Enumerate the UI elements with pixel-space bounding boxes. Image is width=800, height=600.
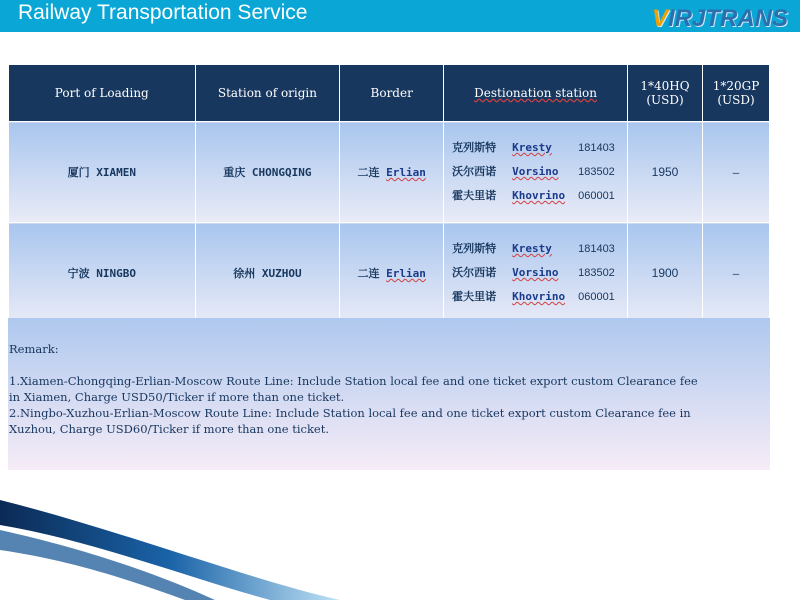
cell-origin: 重庆 CHONGQING [195,122,340,223]
header-station-of-origin: Station of origin [195,65,340,122]
remark-box [8,318,770,470]
table-row [9,223,770,324]
destination-line: 霍夫里诺 Khovrino 060001 [452,290,615,303]
cell-price-20gp: — [702,223,769,324]
destination-line: 克列斯特 Kresty 181403 [452,141,615,154]
cell-border: 二连 Erlian [340,122,444,223]
destination-line: 沃尔西诺 Vorsino 183502 [452,266,615,279]
company-logo: VIRJTRANS [651,5,788,32]
destination-line: 克列斯特 Kresty 181403 [452,242,615,255]
cell-origin: 徐州 XUZHOU [195,223,340,324]
rail-rate-table [8,64,770,324]
cell-port: 宁波 NINGBO [9,223,196,324]
cell-destinations [444,223,628,324]
remark-line: in Xiamen, Charge USD50/Ticker if more than one ticket. [9,390,345,404]
cell-destinations [444,122,628,223]
cell-price-20gp: — [702,122,769,223]
cell-price-40hq: 1900 [628,223,703,324]
page-title: Railway Transportation Service [18,1,308,24]
remark-line: 1.Xiamen-Chongqing-Erlian-Moscow Route Line: Include Station local fee and one ticket export custom Clearance fee [9,374,698,388]
decorative-swoosh [0,470,800,600]
header-40hq-price: 1*40HQ (USD) [628,65,703,122]
table-row [9,122,770,223]
cell-border: 二连 Erlian [340,223,444,324]
destination-line: 沃尔西诺 Vorsino 183502 [452,165,615,178]
table-header-row [9,65,770,122]
header-border: Border [340,65,444,122]
header-20gp-price: 1*20GP (USD) [702,65,769,122]
header-port-of-loading: Port of Loading [9,65,196,122]
cell-port: 厦门 XIAMEN [9,122,196,223]
remark-line: 2.Ningbo-Xuzhou-Erlian-Moscow Route Line: Include Station local fee and one ticket export custom Clearance fee in [9,406,691,420]
cell-price-40hq: 1950 [628,122,703,223]
remark-line: Xuzhou, Charge USD60/Ticker if more than one ticket. [9,422,330,436]
header-destination-station: Destionation station [444,65,628,122]
top-banner [0,0,800,32]
remark-title: Remark: [9,342,59,356]
destination-line: 霍夫里诺 Khovrino 060001 [452,189,615,202]
